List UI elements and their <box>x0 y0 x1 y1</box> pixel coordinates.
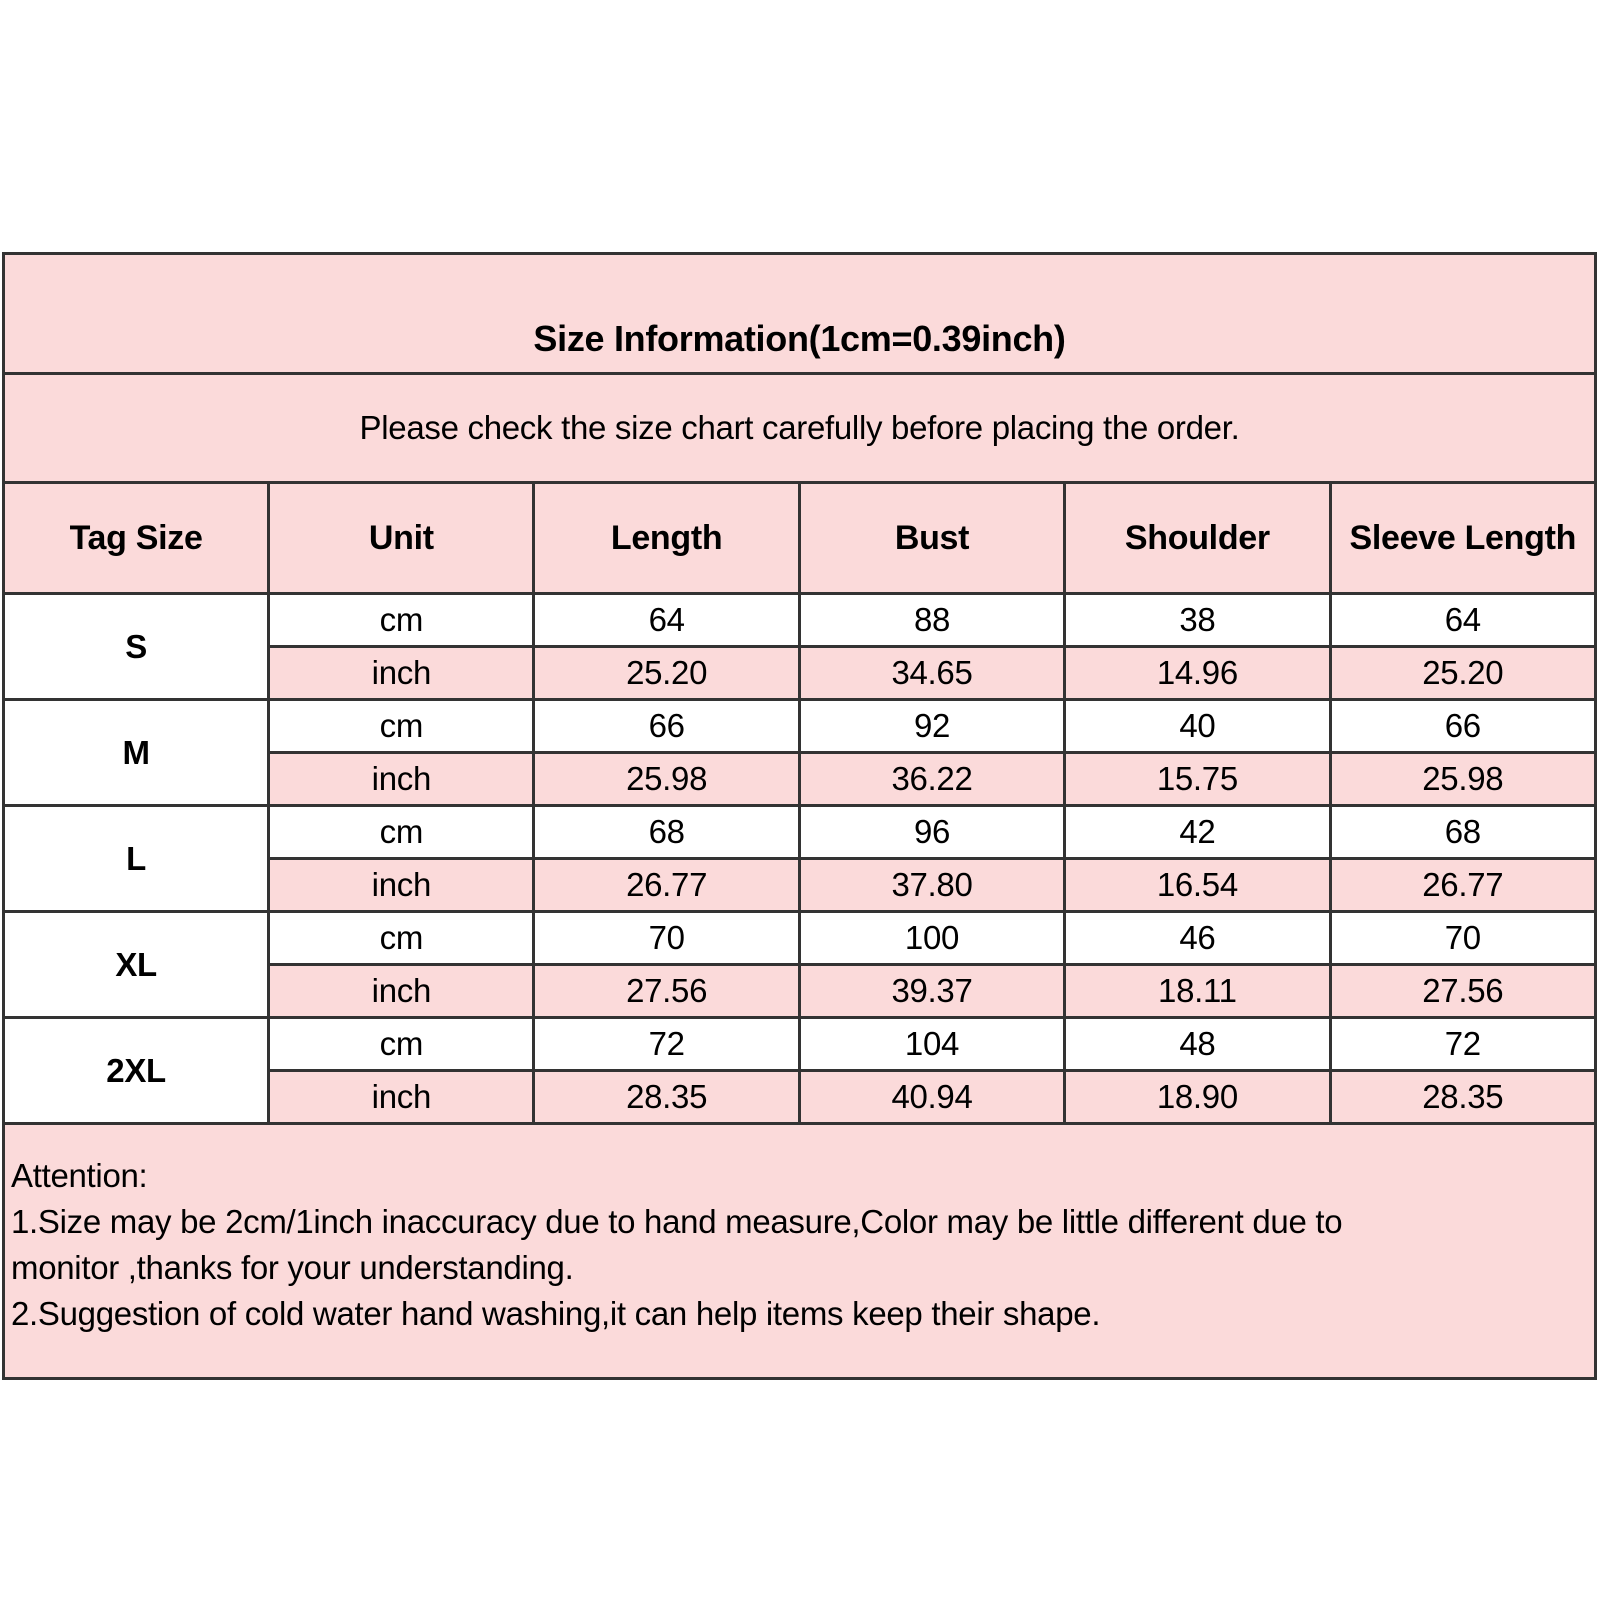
tag-size-cell-s: S <box>4 594 269 700</box>
value-cell: 68 <box>534 806 799 859</box>
value-cell: 26.77 <box>534 859 799 912</box>
value-cell: 18.11 <box>1065 965 1330 1018</box>
value-cell: 96 <box>799 806 1064 859</box>
value-cell: 38 <box>1065 594 1330 647</box>
title-row <box>4 254 1596 374</box>
col-header-bust: Bust <box>799 483 1064 594</box>
unit-cell: cm <box>269 594 534 647</box>
subtitle-text: Please check the size chart carefully before placing the order. <box>4 374 1596 483</box>
value-cell: 72 <box>534 1018 799 1071</box>
unit-cell: inch <box>269 753 534 806</box>
value-cell: 25.20 <box>534 647 799 700</box>
value-cell: 68 <box>1330 806 1595 859</box>
value-cell: 37.80 <box>799 859 1064 912</box>
size-chart-table <box>2 252 1597 1380</box>
attention-cell <box>4 1124 1596 1379</box>
value-cell: 14.96 <box>1065 647 1330 700</box>
value-cell: 48 <box>1065 1018 1330 1071</box>
value-cell: 34.65 <box>799 647 1064 700</box>
col-header-unit: Unit <box>269 483 534 594</box>
value-cell: 28.35 <box>1330 1071 1595 1124</box>
page-title: Size Information(1cm=0.39inch) <box>4 254 1596 374</box>
col-header-sleeve-length: Sleeve Length <box>1330 483 1595 594</box>
subtitle-row <box>4 374 1596 483</box>
value-cell: 42 <box>1065 806 1330 859</box>
value-cell: 18.90 <box>1065 1071 1330 1124</box>
value-cell: 40.94 <box>799 1071 1064 1124</box>
value-cell: 28.35 <box>534 1071 799 1124</box>
value-cell: 104 <box>799 1018 1064 1071</box>
value-cell: 64 <box>1330 594 1595 647</box>
table-row-l-cm <box>4 806 1596 859</box>
value-cell: 27.56 <box>534 965 799 1018</box>
table-row-s-cm <box>4 594 1596 647</box>
value-cell: 92 <box>799 700 1064 753</box>
value-cell: 27.56 <box>1330 965 1595 1018</box>
value-cell: 16.54 <box>1065 859 1330 912</box>
unit-cell: inch <box>269 647 534 700</box>
table-row-2xl-cm <box>4 1018 1596 1071</box>
attention-note-1a: 1.Size may be 2cm/1inch inaccuracy due to hand measure,Color may be little different due to <box>11 1203 1343 1240</box>
unit-cell: inch <box>269 1071 534 1124</box>
value-cell: 25.20 <box>1330 647 1595 700</box>
attention-row <box>4 1124 1596 1379</box>
value-cell: 72 <box>1330 1018 1595 1071</box>
attention-heading: Attention: <box>11 1157 148 1194</box>
value-cell: 40 <box>1065 700 1330 753</box>
column-header-row <box>4 483 1596 594</box>
value-cell: 100 <box>799 912 1064 965</box>
tag-size-cell-xl: XL <box>4 912 269 1018</box>
value-cell: 70 <box>534 912 799 965</box>
value-cell: 88 <box>799 594 1064 647</box>
value-cell: 39.37 <box>799 965 1064 1018</box>
value-cell: 64 <box>534 594 799 647</box>
tag-size-cell-2xl: 2XL <box>4 1018 269 1124</box>
value-cell: 66 <box>1330 700 1595 753</box>
unit-cell: inch <box>269 859 534 912</box>
col-header-length: Length <box>534 483 799 594</box>
col-header-shoulder: Shoulder <box>1065 483 1330 594</box>
value-cell: 15.75 <box>1065 753 1330 806</box>
unit-cell: cm <box>269 700 534 753</box>
value-cell: 25.98 <box>1330 753 1595 806</box>
unit-cell: cm <box>269 1018 534 1071</box>
value-cell: 66 <box>534 700 799 753</box>
value-cell: 70 <box>1330 912 1595 965</box>
table-row-xl-cm <box>4 912 1596 965</box>
unit-cell: cm <box>269 806 534 859</box>
value-cell: 46 <box>1065 912 1330 965</box>
tag-size-cell-m: M <box>4 700 269 806</box>
value-cell: 36.22 <box>799 753 1064 806</box>
table-row-m-cm <box>4 700 1596 753</box>
attention-note-1b: monitor ,thanks for your understanding. <box>11 1249 574 1286</box>
col-header-tag-size: Tag Size <box>4 483 269 594</box>
value-cell: 26.77 <box>1330 859 1595 912</box>
value-cell: 25.98 <box>534 753 799 806</box>
tag-size-cell-l: L <box>4 806 269 912</box>
attention-note-2: 2.Suggestion of cold water hand washing,it can help items keep their shape. <box>11 1295 1101 1332</box>
unit-cell: cm <box>269 912 534 965</box>
unit-cell: inch <box>269 965 534 1018</box>
